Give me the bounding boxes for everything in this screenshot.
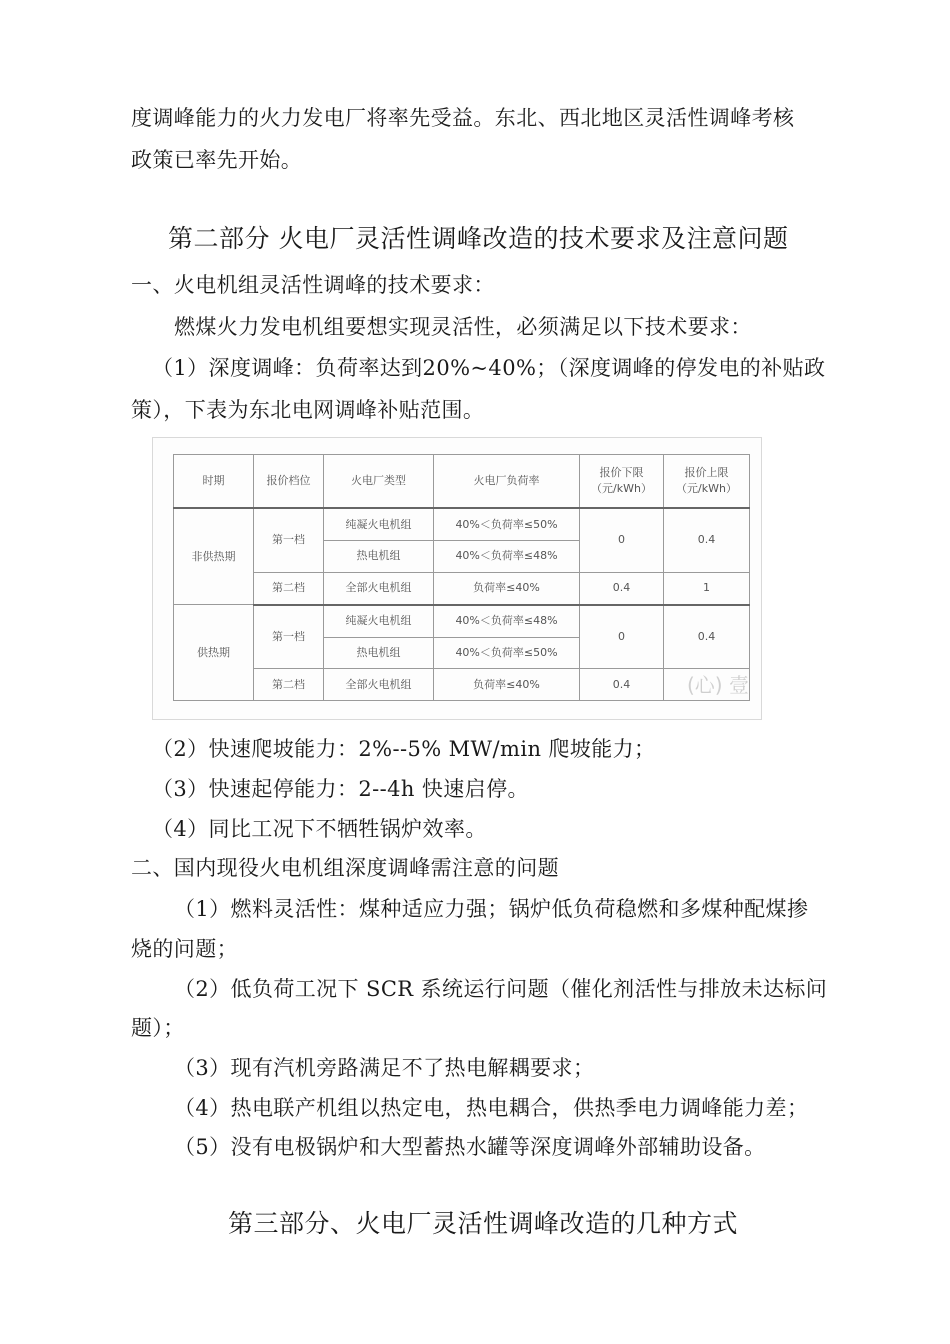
watermark-logo: (心) 壹	[687, 673, 749, 697]
load-rate-cell: 40%＜负荷率≤48%	[434, 605, 580, 638]
load-rate-cell: 40%＜负荷率≤48%	[434, 541, 580, 573]
requirement-2: （2）快速爬坡能力：2%--5% MW/min 爬坡能力；	[152, 737, 656, 761]
requirement-3: （3）快速起停能力：2--4h 快速启停。	[152, 777, 529, 801]
load-rate-cell: 40%＜负荷率≤50%	[434, 508, 580, 541]
price-low-cell: 0.4	[580, 572, 664, 605]
intro-line-2: 政策已率先开始。	[131, 148, 303, 172]
issue-1-line-2: 烧的问题；	[131, 937, 238, 961]
load-rate-cell: 40%＜负荷率≤50%	[434, 637, 580, 669]
header-price-high: 报价上限 （元/kWh）	[664, 455, 750, 509]
table-row	[174, 572, 750, 605]
table-row	[174, 605, 750, 638]
tier-cell: 第一档	[254, 605, 324, 669]
header-period: 时期	[174, 455, 254, 509]
price-high-cell: 1	[664, 572, 750, 605]
price-high-cell: 0.4	[664, 605, 750, 669]
plant-type-cell: 纯凝火电机组	[324, 605, 434, 638]
load-rate-cell: 负荷率≤40%	[434, 572, 580, 605]
issue-1-line-1: （1）燃料灵活性：煤种适应力强；锅炉低负荷稳燃和多煤种配煤掺	[174, 897, 809, 921]
requirement-1-line-2: 策），下表为东北电网调峰补贴范围。	[131, 398, 485, 422]
plant-type-cell: 热电机组	[324, 637, 434, 669]
section1-title: 一、火电机组灵活性调峰的技术要求：	[131, 273, 495, 297]
requirement-4: （4）同比工况下不牺牲锅炉效率。	[152, 817, 487, 841]
tier-cell: 第二档	[254, 669, 324, 701]
load-rate-cell: 负荷率≤40%	[434, 669, 580, 701]
issue-2-line-1: （2）低负荷工况下 SCR 系统运行问题（催化剂活性与排放未达标问	[174, 977, 828, 1001]
tier-cell: 第一档	[254, 508, 324, 572]
header-load-rate: 火电厂负荷率	[434, 455, 580, 509]
period-cell: 供热期	[174, 605, 254, 701]
price-high-cell: 0.4	[664, 508, 750, 572]
period-cell: 非供热期	[174, 508, 254, 605]
subsidy-table-image	[152, 437, 762, 720]
requirement-1-line-1: （1）深度调峰：负荷率达到20%~40%；（深度调峰的停发电的补贴政	[152, 356, 826, 380]
issue-5: （5）没有电极锅炉和大型蓄热水罐等深度调峰外部辅助设备。	[174, 1135, 766, 1159]
part3-title: 第三部分、火电厂灵活性调峰改造的几种方式	[228, 1209, 739, 1238]
issue-2-line-2: 题）；	[131, 1016, 185, 1040]
table-row	[174, 669, 750, 701]
section2-title: 二、国内现役火电机组深度调峰需注意的问题	[131, 856, 559, 880]
intro-line-1: 度调峰能力的火力发电厂将率先受益。东北、西北地区灵活性调峰考核	[131, 106, 795, 130]
price-low-cell: 0.4	[580, 669, 664, 701]
price-low-cell: 0	[580, 605, 664, 669]
issue-4: （4）热电联产机组以热定电，热电耦合，供热季电力调峰能力差；	[174, 1096, 809, 1120]
plant-type-cell: 纯凝火电机组	[324, 508, 434, 541]
part2-title: 第二部分 火电厂灵活性调峰改造的技术要求及注意问题	[168, 224, 789, 253]
price-low-cell: 0	[580, 508, 664, 572]
section1-intro: 燃煤火力发电机组要想实现灵活性，必须满足以下技术要求：	[174, 315, 752, 339]
subsidy-table	[173, 454, 750, 701]
issue-3: （3）现有汽机旁路满足不了热电解耦要求；	[174, 1056, 595, 1080]
header-tier: 报价档位	[254, 455, 324, 509]
tier-cell: 第二档	[254, 572, 324, 605]
table-row	[174, 508, 750, 541]
header-price-low: 报价下限 （元/kWh）	[580, 455, 664, 509]
plant-type-cell: 全部火电机组	[324, 669, 434, 701]
plant-type-cell: 热电机组	[324, 541, 434, 573]
header-plant-type: 火电厂类型	[324, 455, 434, 509]
plant-type-cell: 全部火电机组	[324, 572, 434, 605]
